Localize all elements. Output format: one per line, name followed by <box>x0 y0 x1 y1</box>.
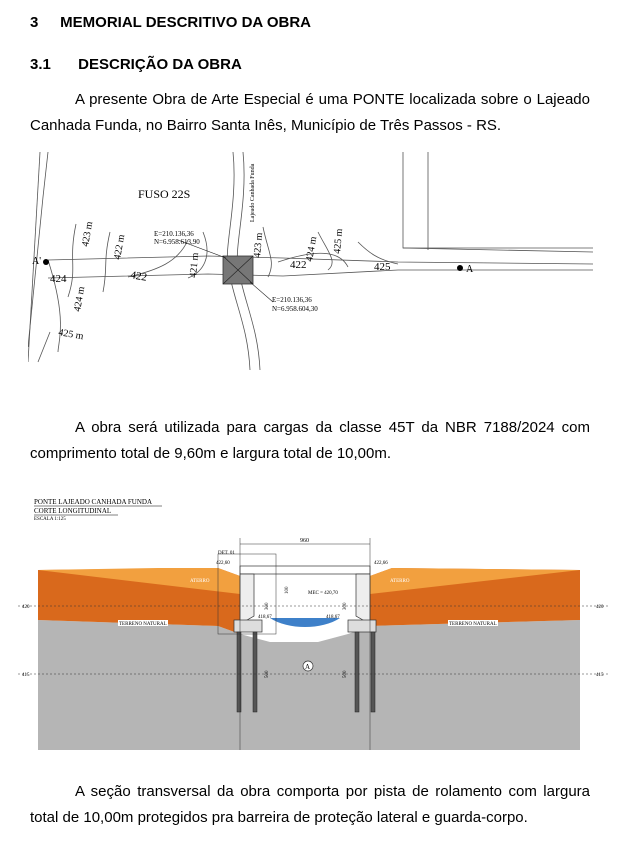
contour-label: 421 m <box>188 252 202 279</box>
point-a2-marker <box>43 259 49 265</box>
coord1-e: E=210.136,36 <box>154 230 194 238</box>
drawing-scale: ESCALA 1:125 <box>34 517 66 522</box>
paragraph-cross-section: A seção transversal da obra comporta por pista de rolamento com largura total de 10,00m protegidos pra barreira de proteção lateral e guarda-corpo. <box>30 783 590 826</box>
coord2-e: E=210.136,36 <box>272 296 312 304</box>
paragraph-loads: A obra será utilizada para cargas da classe 45T da NBR 7188/2024 com comprimento total de 9,60m e largura total de 10,00m. <box>30 419 590 462</box>
terrain-left-label: TERRENO NATURAL <box>119 622 167 627</box>
contour-label: 424 <box>50 273 67 285</box>
bed-right-label: 418,67 <box>326 615 340 620</box>
mec-label: MEC = 420,70 <box>308 591 338 596</box>
elevation-left: 422,60 <box>216 561 230 566</box>
contour-label: 424 m <box>72 285 88 313</box>
point-a-marker <box>457 265 463 271</box>
section-title: MEMORIAL DESCRITIVO DA OBRA <box>60 14 312 31</box>
level-420-left: 420 <box>22 605 30 610</box>
coord2-n: N=6.958.604,30 <box>272 305 318 313</box>
natural-terrain <box>38 620 580 750</box>
section-mark-label: A <box>305 663 311 671</box>
contour-label: 425 m <box>332 228 346 255</box>
subsection-number: 3.1 <box>30 56 51 73</box>
point-a-label: A <box>466 264 474 275</box>
level-420-right: 420 <box>596 605 604 610</box>
level-415-right: 415 <box>596 673 604 678</box>
subsection-title: DESCRIÇÃO DA OBRA <box>78 56 242 73</box>
abutment-left <box>240 574 254 624</box>
contour-label: 422 <box>290 259 307 271</box>
section-heading <box>30 14 311 31</box>
fuso-label: FUSO 22S <box>138 187 191 201</box>
dim-500-left: 500 <box>265 670 270 678</box>
dim-100: 100 <box>285 586 290 594</box>
plan-view-figure <box>28 152 593 370</box>
section-number: 3 <box>30 14 39 31</box>
aterro-left-label: ATERRO <box>190 579 210 584</box>
contour-label: 424 m <box>304 235 320 263</box>
contour-label: 422 <box>129 269 148 284</box>
coord1-n: N=6.958.613,90 <box>154 238 200 246</box>
paragraph-location: A presente Obra de Arte Especial é uma PONTE localizada sobre o Lajeado Canhada Funda, no Bairro Santa Inês, Município de Três Passos - RS. <box>30 91 590 134</box>
drawing-title: PONTE LAJEADO CANHADA FUNDA <box>34 498 153 506</box>
contour-label: 423 m <box>80 220 96 248</box>
elevation-right: 422,66 <box>374 561 388 566</box>
abutment-right <box>356 574 370 624</box>
contour-label: 423 m <box>252 232 266 259</box>
drawing-subtitle: CORTE LONGITUDINAL <box>34 507 112 515</box>
dim-500-right: 500 <box>343 670 348 678</box>
terrain-right-label: TERRENO NATURAL <box>449 622 497 627</box>
contour-label: 425 m <box>57 327 85 343</box>
bridge-deck <box>240 566 370 574</box>
river-label: Lajeado Canhada Funda <box>250 163 256 222</box>
contour-label: 425 <box>374 261 391 273</box>
subsection-heading <box>30 56 242 73</box>
dim-300-right: 300 <box>343 602 348 610</box>
contour-label: 422 m <box>112 233 128 261</box>
aterro-right-label: ATERRO <box>390 579 410 584</box>
bed-left-label: 418,67 <box>258 615 272 620</box>
dim-300-left: 300 <box>265 602 270 610</box>
point-a2-label: A' <box>32 256 42 267</box>
span-dimension: 960 <box>300 538 309 544</box>
detail-label: DET. 01 <box>218 551 235 556</box>
longitudinal-section-figure <box>18 494 610 750</box>
level-415-left: 415 <box>22 673 30 678</box>
